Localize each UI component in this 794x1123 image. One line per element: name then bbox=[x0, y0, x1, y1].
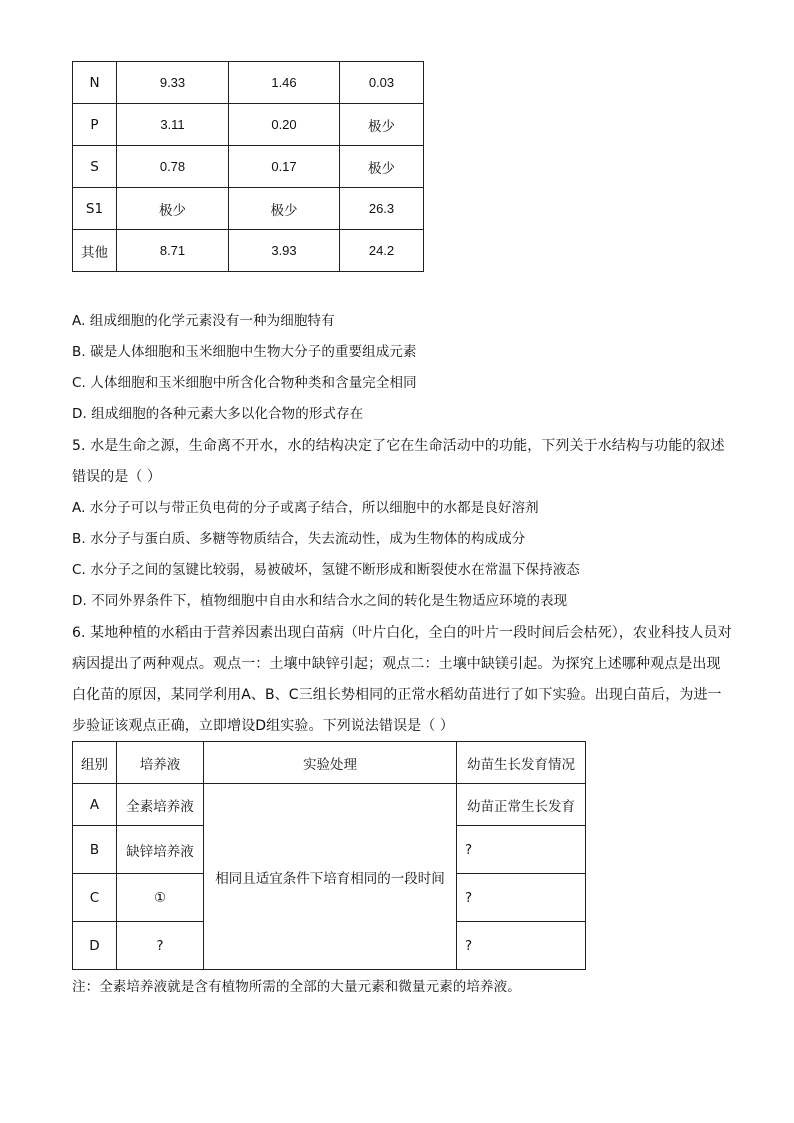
header-cell: 实验处理 bbox=[204, 742, 457, 784]
table-header-row bbox=[73, 742, 586, 784]
value-cell: 9.33 bbox=[117, 62, 229, 104]
value-cell: 8.71 bbox=[117, 230, 229, 272]
q5-option-c: C. 水分子之间的氢键比较弱，易被破坏，氢键不断形成和断裂使水在常温下保持液态 bbox=[72, 562, 580, 578]
medium-cell: 缺锌培养液 bbox=[117, 826, 204, 874]
table-row bbox=[73, 784, 586, 826]
outcome-cell: ? bbox=[457, 874, 586, 922]
header-cell: 幼苗生长发育情况 bbox=[457, 742, 586, 784]
value-cell: 0.17 bbox=[229, 146, 340, 188]
q6-stem-line4: 步验证该观点正确，立即增设D组实验。下列说法错误是（ ） bbox=[72, 718, 455, 734]
experiment-table bbox=[72, 741, 586, 970]
q4-option-d: D. 组成细胞的各种元素大多以化合物的形式存在 bbox=[72, 406, 364, 422]
element-cell: P bbox=[73, 104, 117, 146]
table-row bbox=[73, 146, 424, 188]
q5-option-a: A. 水分子可以与带正负电荷的分子或离子结合，所以细胞中的水都是良好溶剂 bbox=[72, 500, 539, 516]
outcome-cell: ? bbox=[457, 826, 586, 874]
value-cell: 1.46 bbox=[229, 62, 340, 104]
element-cell: S1 bbox=[73, 188, 117, 230]
medium-cell: 全素培养液 bbox=[117, 784, 204, 826]
outcome-cell: ? bbox=[457, 922, 586, 970]
value-cell: 26.3 bbox=[340, 188, 424, 230]
q5-option-b: B. 水分子与蛋白质、多糖等物质结合，失去流动性，成为生物体的构成成分 bbox=[72, 531, 526, 547]
q5-option-d: D. 不同外界条件下，植物细胞中自由水和结合水之间的转化是生物适应环境的表现 bbox=[72, 593, 568, 609]
table-row bbox=[73, 62, 424, 104]
element-cell: S bbox=[73, 146, 117, 188]
q4-option-a: A. 组成细胞的化学元素没有一种为细胞特有 bbox=[72, 313, 335, 329]
group-cell: D bbox=[73, 922, 117, 970]
treatment-cell: 相同且适宜条件下培育相同的一段时间 bbox=[204, 784, 457, 970]
group-cell: C bbox=[73, 874, 117, 922]
value-cell: 0.78 bbox=[117, 146, 229, 188]
element-cell: 其他 bbox=[73, 230, 117, 272]
group-cell: A bbox=[73, 784, 117, 826]
table-row bbox=[73, 188, 424, 230]
q4-option-b: B. 碳是人体细胞和玉米细胞中生物大分子的重要组成元素 bbox=[72, 344, 417, 360]
table-note: 注：全素培养液就是含有植物所需的全部的大量元素和微量元素的培养液。 bbox=[72, 979, 521, 995]
q6-stem-line1: 6. 某地种植的水稻由于营养因素出现白苗病（叶片白化，全白的叶片一段时间后会枯死），农业科技人员对 bbox=[72, 625, 732, 641]
group-cell: B bbox=[73, 826, 117, 874]
medium-cell: ① bbox=[117, 874, 204, 922]
header-cell: 组别 bbox=[73, 742, 117, 784]
q4-option-c: C. 人体细胞和玉米细胞中所含化合物种类和含量完全相同 bbox=[72, 375, 417, 391]
header-cell: 培养液 bbox=[117, 742, 204, 784]
q6-stem-line2: 病因提出了两种观点。观点一：土壤中缺锌引起；观点二：土壤中缺镁引起。为探究上述哪种观点是出现 bbox=[72, 656, 721, 672]
value-cell: 极少 bbox=[340, 146, 424, 188]
value-cell: 3.93 bbox=[229, 230, 340, 272]
value-cell: 极少 bbox=[229, 188, 340, 230]
q6-stem-line3: 白化苗的原因，某同学利用A、B、C三组长势相同的正常水稻幼苗进行了如下实验。出现白苗后，为进一 bbox=[72, 687, 722, 703]
element-composition-table bbox=[72, 61, 424, 272]
q5-stem-line2: 错误的是（ ） bbox=[72, 469, 162, 485]
medium-cell: ? bbox=[117, 922, 204, 970]
value-cell: 0.20 bbox=[229, 104, 340, 146]
outcome-cell: 幼苗正常生长发育 bbox=[457, 784, 586, 826]
element-cell: N bbox=[73, 62, 117, 104]
value-cell: 24.2 bbox=[340, 230, 424, 272]
value-cell: 0.03 bbox=[340, 62, 424, 104]
value-cell: 3.11 bbox=[117, 104, 229, 146]
q5-stem-line1: 5. 水是生命之源，生命离不开水，水的结构决定了它在生命活动中的功能，下列关于水结构与功能的叙述 bbox=[72, 438, 725, 454]
value-cell: 极少 bbox=[117, 188, 229, 230]
value-cell: 极少 bbox=[340, 104, 424, 146]
table-row bbox=[73, 230, 424, 272]
table-row bbox=[73, 104, 424, 146]
